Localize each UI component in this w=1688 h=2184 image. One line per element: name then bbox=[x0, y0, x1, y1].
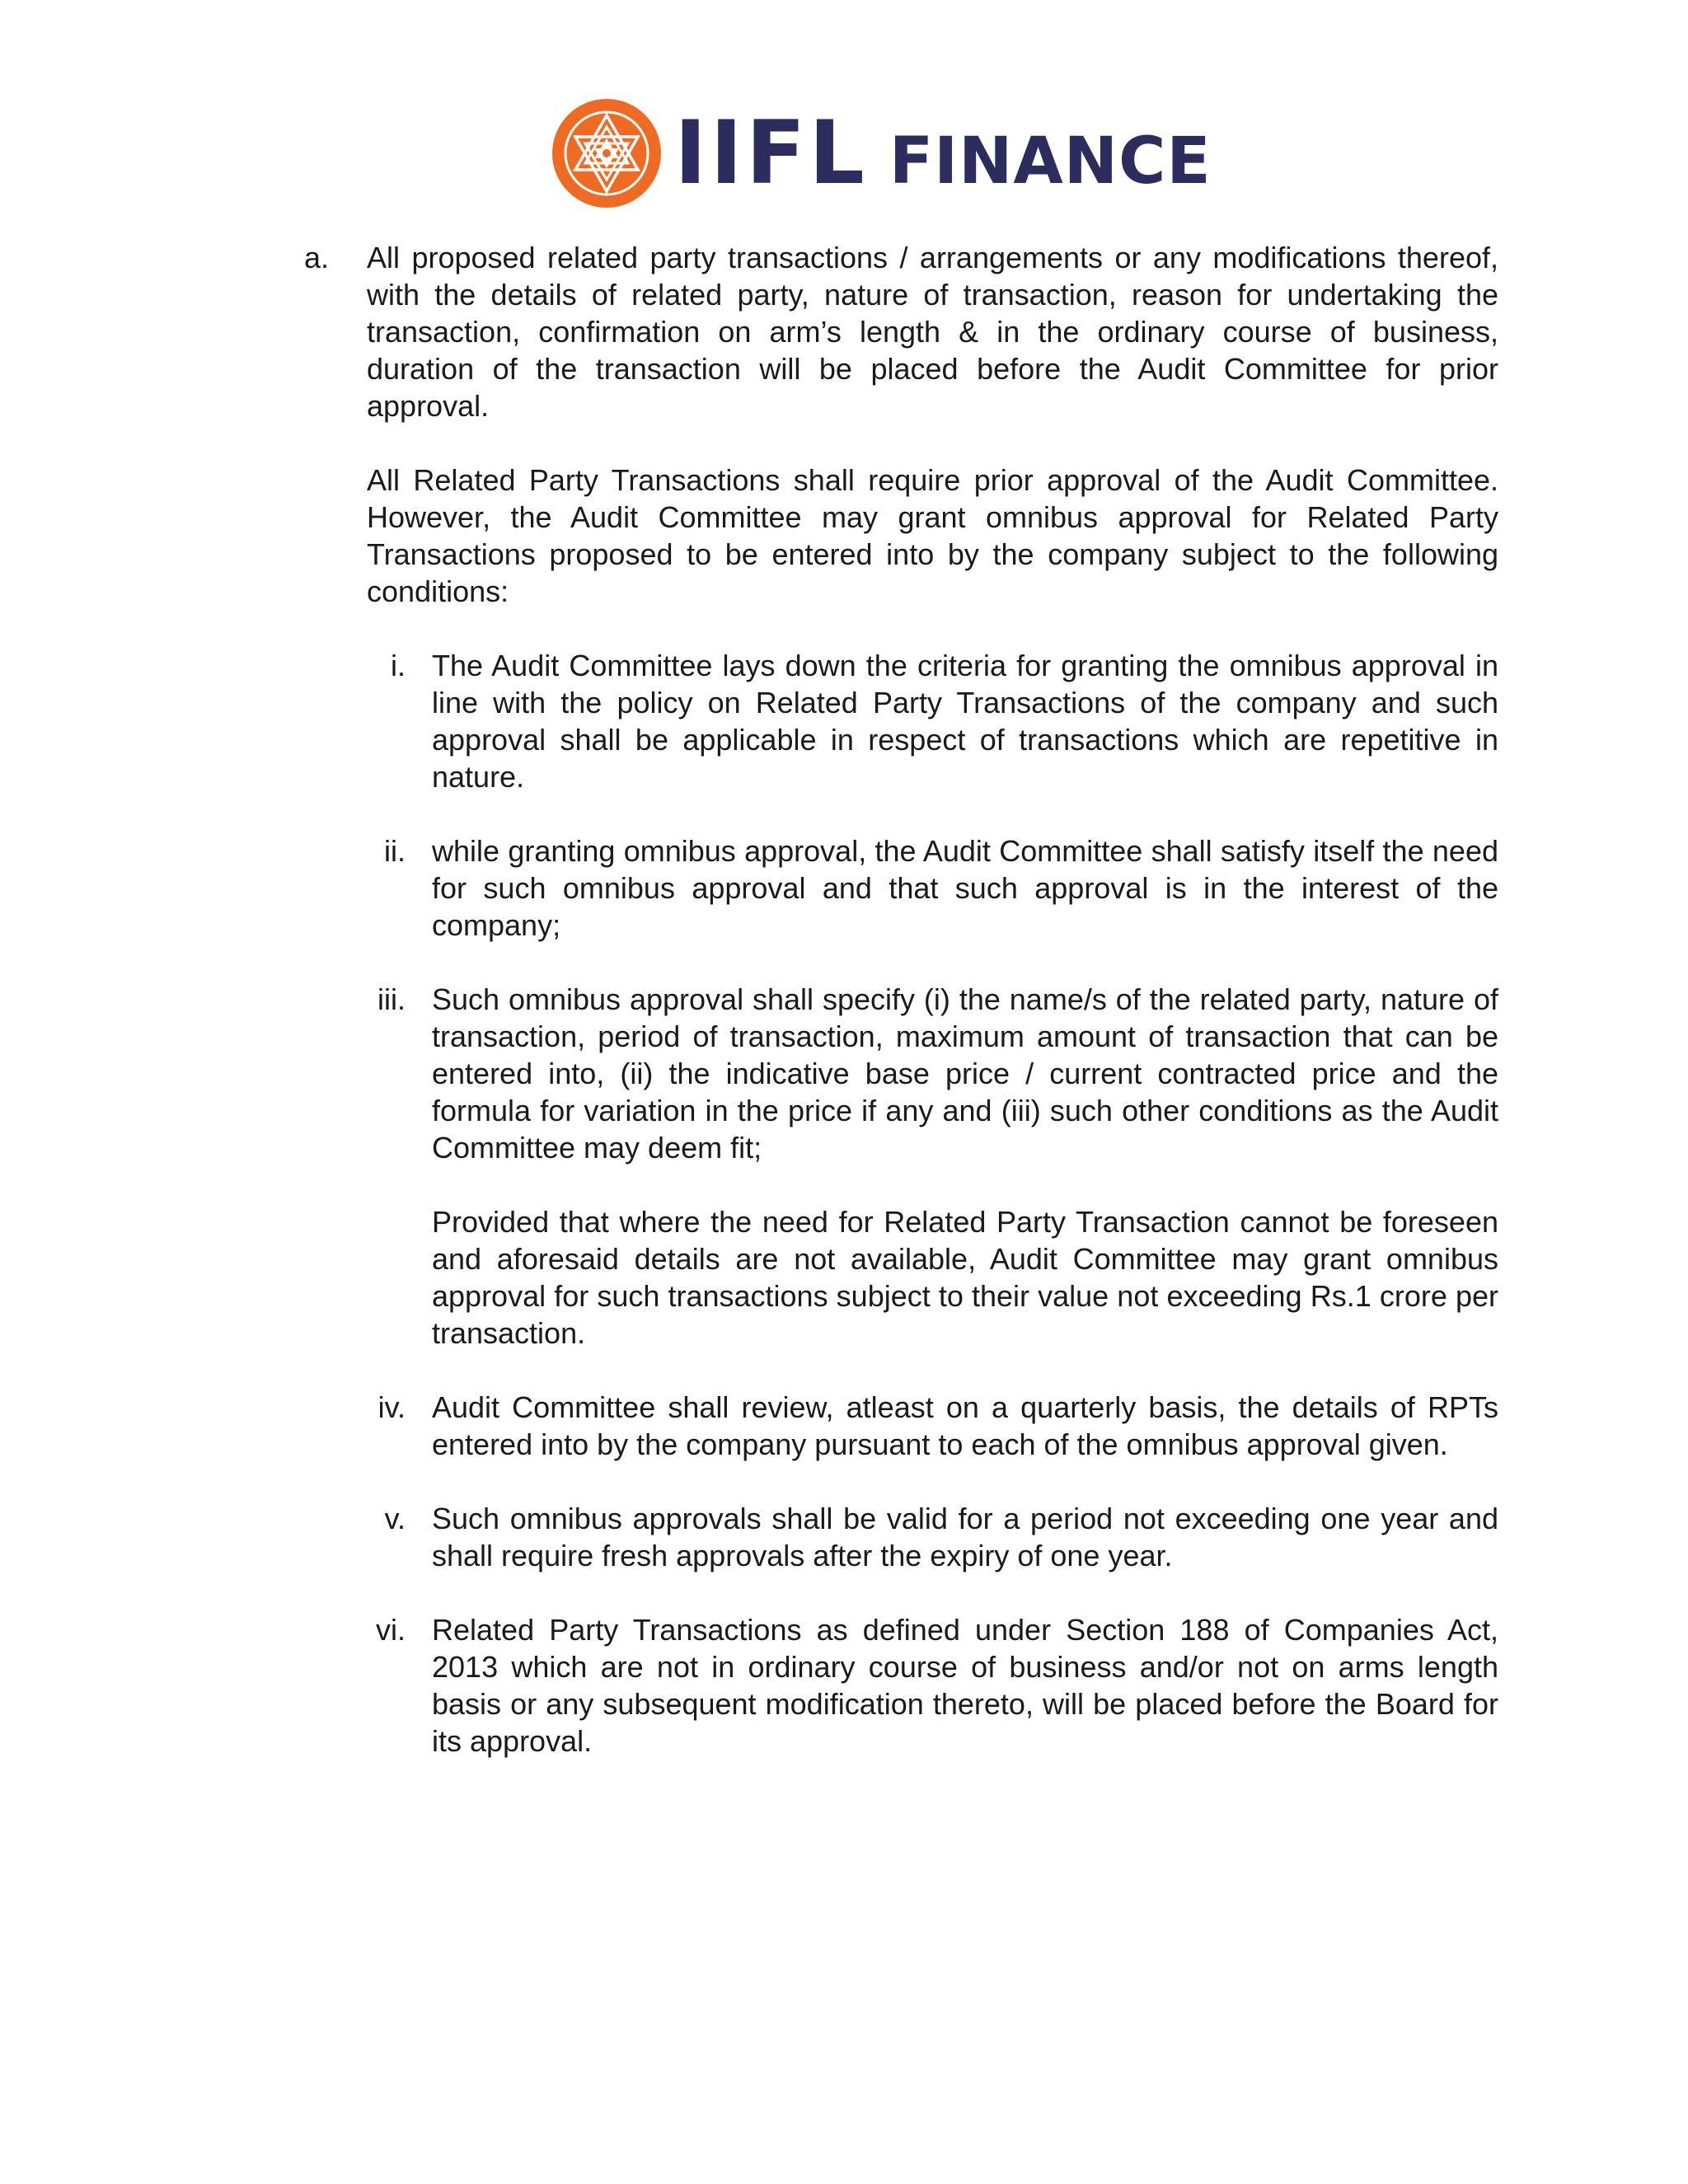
paragraph: Related Party Transactions as defined under Section 188 of Companies Act, 2013 which are not in ordinary course of business and/or not on arms length basis or any subsequent modification thereto, will be placed before the Board for its approval. bbox=[432, 1613, 1498, 1758]
logo-wordmark bbox=[674, 102, 1212, 204]
condition-item bbox=[391, 647, 1498, 795]
paragraph-omnibus-intro bbox=[367, 462, 1498, 610]
list-marker: v. bbox=[384, 1502, 406, 1535]
list-marker: ii. bbox=[384, 834, 406, 868]
paragraph: Such omnibus approvals shall be valid for a period not exceeding one year and shall require fresh approvals after the expiry of one year. bbox=[432, 1502, 1498, 1572]
condition-item bbox=[377, 1389, 1498, 1463]
list-marker: iii. bbox=[377, 982, 406, 1016]
paragraph: Provided that where the need for Related Party Transaction cannot be foreseen and aforesaid details are not available, Audit Committee may grant omnibus approval for such transactions subject to their value not exceeding Rs.1 crore per transaction. bbox=[432, 1205, 1498, 1350]
condition-item bbox=[377, 981, 1498, 1166]
list-marker: i. bbox=[391, 649, 406, 682]
document-body bbox=[0, 239, 1688, 1760]
list-marker: vi. bbox=[376, 1613, 406, 1647]
paragraph: All Related Party Transactions shall require prior approval of the Audit Committee. However, the Audit Committee may grant omnibus approval for Related Party Transactions proposed to be entered into by the company subject to the following conditions: bbox=[367, 463, 1498, 608]
condition-item bbox=[384, 1500, 1498, 1574]
condition-item bbox=[376, 1611, 1498, 1760]
logo-sub-text: FINANCE bbox=[889, 124, 1212, 199]
paragraph: Such omnibus approval shall specify (i) the name/s of the related party, nature of transaction, period of transaction, maximum amount of transaction that can be entered into, (ii) the indicative base price / current contracted price and the formula for variation in the price if any and (iii) such other conditions as the Audit Committee may deem fit; bbox=[432, 982, 1498, 1165]
sri-yantra-emblem-icon bbox=[551, 97, 663, 209]
list-item-a bbox=[304, 239, 1498, 424]
paragraph: The Audit Committee lays down the criteria for granting the omnibus approval in line with the policy on Related Party Transactions of the company and such approval shall be applicable in respect of transactions which are repetitive in nature. bbox=[432, 649, 1498, 794]
paragraph: Audit Committee shall review, atleast on a quarterly basis, the details of RPTs entered into by the company pursuant to each of the omnibus approval given. bbox=[432, 1390, 1498, 1461]
list-marker: a. bbox=[304, 241, 330, 274]
list-marker: iv. bbox=[377, 1390, 406, 1424]
proviso-paragraph bbox=[432, 1203, 1498, 1352]
logo-brand-text: IIFL bbox=[674, 102, 868, 204]
paragraph: All proposed related party transactions / arrangements or any modifications thereof, with the details of related party, nature of transaction, reason for undertaking the transaction, confirmation on arm’s length & in the ordinary course of business, duration of the transaction will be placed before the Audit Committee for prior approval. bbox=[367, 241, 1498, 423]
paragraph: while granting omnibus approval, the Audit Committee shall satisfy itself the need for such omnibus approval and that such approval is in the interest of the company; bbox=[432, 834, 1498, 942]
condition-item bbox=[384, 832, 1498, 944]
company-logo bbox=[551, 96, 1212, 211]
